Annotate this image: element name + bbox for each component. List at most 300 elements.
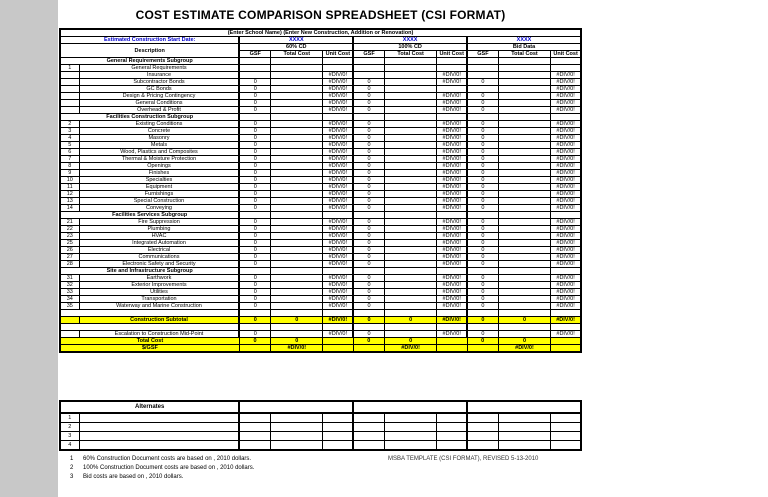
cell-gsf-60: 0: [239, 149, 270, 156]
cell-gsf-60: 0: [239, 184, 270, 191]
cell-gsf-60: 0: [239, 86, 270, 93]
cell-unit-cost-60: [323, 65, 353, 72]
alt-cell-unit-cost-60: [323, 423, 353, 432]
alt-cell-total-cost-bid: [498, 413, 550, 423]
footnote-1: [70, 455, 254, 464]
cell-gsf-bid: 0: [467, 254, 498, 261]
alt-cell-total-cost-100: [384, 423, 436, 432]
alt-cell-unit-cost-bid: [551, 432, 581, 441]
cell-unit-cost-bid: [551, 345, 581, 353]
description-cell: Insurance: [79, 72, 239, 79]
cell-unit-cost-60: #DIV/0!: [323, 121, 353, 128]
alt-cell-gsf-60: [239, 423, 270, 432]
cell-gsf-bid: [467, 268, 498, 275]
cell-gsf-60: 0: [239, 226, 270, 233]
cell-total-cost-bid: [498, 114, 550, 121]
cell-total-cost-100: [384, 296, 436, 303]
cell-gsf-100: 0: [353, 198, 384, 205]
description-cell: Finishes: [79, 170, 239, 177]
cell-total-cost-bid: [498, 177, 550, 184]
cell-total-cost-60: [271, 240, 323, 247]
description-cell: Waterway and Marine Construction: [79, 303, 239, 310]
row-waterway-and-marine-construction: [60, 303, 581, 310]
cell-unit-cost-60: #DIV/0!: [323, 205, 353, 212]
cell-unit-cost-60: [323, 345, 353, 353]
template-revision-note: MSBA TEMPLATE (CSI FORMAT), REVISED 5-13-2010: [388, 456, 539, 462]
cell-unit-cost-bid: [551, 114, 581, 121]
cell-total-cost-60: [271, 282, 323, 289]
cell-gsf-100: 0: [353, 261, 384, 268]
cell-total-cost-bid: [498, 107, 550, 114]
cell-unit-cost-bid: #DIV/0!: [551, 128, 581, 135]
section-bid: Bid Data: [467, 44, 581, 51]
cell-gsf-60: [239, 114, 270, 121]
description-cell: Wood, Plastics and Composites: [79, 149, 239, 156]
footnote-2: [70, 464, 254, 473]
cell-unit-cost-bid: #DIV/0!: [551, 240, 581, 247]
row-electronic-safety-and-security: [60, 261, 581, 268]
spacer-cell: [384, 310, 436, 317]
description-cell: General Conditions: [79, 100, 239, 107]
alt-cell-total-cost-60: [271, 413, 323, 423]
cell-unit-cost-60: #DIV/0!: [323, 254, 353, 261]
row-number-cell: 5: [60, 142, 79, 149]
cell-total-cost-60: [271, 86, 323, 93]
cell-gsf-100: 0: [353, 317, 384, 324]
cell-total-cost-100: [384, 135, 436, 142]
spacer-cell: [239, 310, 270, 317]
cell-unit-cost-100: #DIV/0!: [437, 121, 467, 128]
section-60cd: 60% CD: [239, 44, 353, 51]
cell-unit-cost-60: #DIV/0!: [323, 275, 353, 282]
cell-unit-cost-bid: #DIV/0!: [551, 317, 581, 324]
cell-gsf-100: 0: [353, 247, 384, 254]
row-fire-suppression: [60, 219, 581, 226]
alternate-row-2: [60, 423, 581, 432]
cell-gsf-100: 0: [353, 296, 384, 303]
row-number-cell: 27: [60, 254, 79, 261]
cell-gsf-100: 0: [353, 177, 384, 184]
cell-total-cost-100: [384, 163, 436, 170]
cell-total-cost-60: 0: [271, 338, 323, 345]
cell-unit-cost-bid: #DIV/0!: [551, 205, 581, 212]
cell-unit-cost-100: #DIV/0!: [437, 72, 467, 79]
cell-unit-cost-100: #DIV/0!: [437, 317, 467, 324]
cell-gsf-bid: [467, 114, 498, 121]
cell-gsf-bid: 0: [467, 240, 498, 247]
description-header: Description: [60, 44, 239, 58]
cell-gsf-60: [239, 345, 270, 353]
col-header-total-cost-bid: Total Cost: [498, 51, 550, 58]
spacer-cell: [353, 324, 384, 331]
cell-unit-cost-bid: [551, 212, 581, 219]
cell-gsf-100: [353, 345, 384, 353]
cell-total-cost-100: [384, 289, 436, 296]
cell-unit-cost-100: #DIV/0!: [437, 247, 467, 254]
cell-gsf-60: 0: [239, 317, 270, 324]
cell-total-cost-100: [384, 156, 436, 163]
subgroup-label: Facilities Construction Subgroup: [60, 114, 239, 121]
cell-gsf-bid: 0: [467, 338, 498, 345]
cell-gsf-60: 0: [239, 296, 270, 303]
cell-unit-cost-100: #DIV/0!: [437, 331, 467, 338]
spacer-cell: [239, 324, 270, 331]
cell-gsf-100: 0: [353, 289, 384, 296]
cell-total-cost-bid: [498, 170, 550, 177]
cell-total-cost-bid: [498, 156, 550, 163]
cell-total-cost-bid: [498, 275, 550, 282]
description-cell: Design & Pricing Contingency: [79, 93, 239, 100]
description-cell: Masonry: [79, 135, 239, 142]
cell-gsf-100: [353, 268, 384, 275]
cell-gsf-bid: 0: [467, 79, 498, 86]
cell-total-cost-bid: [498, 198, 550, 205]
cell-total-cost-bid: [498, 261, 550, 268]
cell-total-cost-100: [384, 58, 436, 65]
spacer-cell: [551, 310, 581, 317]
cell-unit-cost-100: [437, 212, 467, 219]
cell-unit-cost-bid: #DIV/0!: [551, 86, 581, 93]
cell-unit-cost-60: #DIV/0!: [323, 142, 353, 149]
description-cell: Concrete: [79, 128, 239, 135]
description-cell: Integrated Automation: [79, 240, 239, 247]
alt-cell-gsf-bid: [467, 432, 498, 441]
cell-unit-cost-bid: #DIV/0!: [551, 303, 581, 310]
row-design-pricing-contingency: [60, 93, 581, 100]
row-number-cell: 9: [60, 170, 79, 177]
row-number-cell: 26: [60, 247, 79, 254]
cell-total-cost-bid: [498, 163, 550, 170]
cell-total-cost-100: [384, 142, 436, 149]
cell-unit-cost-60: #DIV/0!: [323, 86, 353, 93]
footnote-3-text: Bid costs are based on , 2010 dollars.: [83, 474, 184, 480]
cell-gsf-bid: 0: [467, 100, 498, 107]
row-special-construction: [60, 198, 581, 205]
spacer-cell: [467, 310, 498, 317]
row-finishes: [60, 170, 581, 177]
cell-gsf-100: 0: [353, 100, 384, 107]
start-date-100cd: XXXX: [353, 37, 467, 44]
cell-unit-cost-100: #DIV/0!: [437, 156, 467, 163]
subgroup-label: General Requirements Subgroup: [60, 58, 239, 65]
cell-total-cost-60: [271, 191, 323, 198]
col-header-unit-cost-bid: Unit Cost: [551, 51, 581, 58]
cell-unit-cost-100: #DIV/0!: [437, 240, 467, 247]
row-number-cell: [60, 79, 79, 86]
cell-total-cost-bid: [498, 289, 550, 296]
cell-unit-cost-100: #DIV/0!: [437, 282, 467, 289]
cell-unit-cost-100: #DIV/0!: [437, 303, 467, 310]
cell-unit-cost-60: #DIV/0!: [323, 240, 353, 247]
start-date-label: Estimated Construction Start Date:: [60, 37, 239, 44]
row-furnishings: [60, 191, 581, 198]
description-cell: Specialties: [79, 177, 239, 184]
description-cell: Transportation: [79, 296, 239, 303]
cell-gsf-100: 0: [353, 184, 384, 191]
cell-gsf-bid: 0: [467, 289, 498, 296]
cell-gsf-100: 0: [353, 149, 384, 156]
cell-unit-cost-60: [323, 114, 353, 121]
cell-total-cost-bid: [498, 226, 550, 233]
cell-unit-cost-100: [437, 65, 467, 72]
footnote-1-text: 60% Construction Document costs are based on , 2010 dollars.: [83, 456, 252, 462]
cell-gsf-bid: 0: [467, 317, 498, 324]
row-equipment: [60, 184, 581, 191]
cell-gsf-bid: 0: [467, 184, 498, 191]
cell-total-cost-60: [271, 156, 323, 163]
cell-unit-cost-bid: [551, 65, 581, 72]
cell-total-cost-100: [384, 254, 436, 261]
cell-unit-cost-bid: #DIV/0!: [551, 72, 581, 79]
cell-gsf-bid: [467, 345, 498, 353]
description-cell: Existing Conditions: [79, 121, 239, 128]
cell-gsf-bid: 0: [467, 156, 498, 163]
row-communications: [60, 254, 581, 261]
description-cell: Furnishings: [79, 191, 239, 198]
cell-total-cost-bid: [498, 86, 550, 93]
cell-unit-cost-60: #DIV/0!: [323, 163, 353, 170]
cell-gsf-100: 0: [353, 254, 384, 261]
spacer-cell: [437, 310, 467, 317]
cell-gsf-60: 0: [239, 135, 270, 142]
row-number-cell: 35: [60, 303, 79, 310]
spacer-cell: [323, 324, 353, 331]
cell-unit-cost-bid: #DIV/0!: [551, 254, 581, 261]
alternates-section-bid: [467, 401, 581, 413]
spacer-cell: [323, 310, 353, 317]
cell-total-cost-100: #DIV/0!: [384, 345, 436, 353]
cell-unit-cost-60: #DIV/0!: [323, 282, 353, 289]
cell-gsf-bid: 0: [467, 296, 498, 303]
cell-unit-cost-bid: #DIV/0!: [551, 226, 581, 233]
cell-unit-cost-60: #DIV/0!: [323, 331, 353, 338]
cell-unit-cost-bid: #DIV/0!: [551, 107, 581, 114]
cell-gsf-bid: [467, 72, 498, 79]
alternate-number-cell: 1: [60, 413, 79, 423]
cell-total-cost-100: [384, 184, 436, 191]
cell-total-cost-60: [271, 289, 323, 296]
row-integrated-automation: [60, 240, 581, 247]
alt-cell-unit-cost-60: [323, 441, 353, 451]
cell-total-cost-bid: [498, 100, 550, 107]
cell-total-cost-100: [384, 268, 436, 275]
row-site-and-infrastructure-subgroup: [60, 268, 581, 275]
footnote-1-number: 1: [70, 456, 74, 462]
cell-total-cost-100: [384, 212, 436, 219]
alt-cell-total-cost-bid: [498, 432, 550, 441]
spacer-cell: [384, 324, 436, 331]
cell-unit-cost-60: #DIV/0!: [323, 317, 353, 324]
alt-cell-gsf-100: [353, 441, 384, 451]
cell-total-cost-100: [384, 121, 436, 128]
row-insurance: [60, 72, 581, 79]
cell-total-cost-60: [271, 233, 323, 240]
cell-total-cost-100: [384, 170, 436, 177]
cell-unit-cost-100: #DIV/0!: [437, 219, 467, 226]
alternate-description-cell: [79, 423, 239, 432]
description-cell: Earthwork: [79, 275, 239, 282]
alt-cell-total-cost-100: [384, 413, 436, 423]
alternate-row-3: [60, 432, 581, 441]
row-spacer: [60, 324, 581, 331]
cell-gsf-bid: [467, 58, 498, 65]
cell-unit-cost-bid: [551, 268, 581, 275]
cell-gsf-60: 0: [239, 219, 270, 226]
subgroup-label: Site and Infrastructure Subgroup: [60, 268, 239, 275]
start-date-60cd: XXXX: [239, 37, 353, 44]
cell-unit-cost-bid: #DIV/0!: [551, 198, 581, 205]
cell-gsf-bid: [467, 65, 498, 72]
alt-cell-unit-cost-100: [437, 413, 467, 423]
alt-cell-gsf-100: [353, 413, 384, 423]
cell-gsf-bid: 0: [467, 93, 498, 100]
cell-total-cost-100: [384, 198, 436, 205]
cell-unit-cost-100: #DIV/0!: [437, 163, 467, 170]
col-header-gsf-60: GSF: [239, 51, 270, 58]
cell-unit-cost-100: #DIV/0!: [437, 205, 467, 212]
cell-gsf-60: 0: [239, 233, 270, 240]
cell-unit-cost-bid: #DIV/0!: [551, 149, 581, 156]
cell-gsf-60: 0: [239, 254, 270, 261]
footnote-2-number: 2: [70, 465, 74, 471]
row-number-cell: 1: [60, 65, 79, 72]
cell-unit-cost-100: #DIV/0!: [437, 142, 467, 149]
cell-total-cost-60: [271, 198, 323, 205]
cell-gsf-bid: 0: [467, 135, 498, 142]
cell-total-cost-100: [384, 128, 436, 135]
row-number-cell: [60, 107, 79, 114]
cell-gsf-100: 0: [353, 156, 384, 163]
cell-total-cost-bid: [498, 296, 550, 303]
row-number-cell: [60, 86, 79, 93]
cell-gsf-60: [239, 268, 270, 275]
cell-unit-cost-bid: #DIV/0!: [551, 275, 581, 282]
cell-total-cost-bid: [498, 233, 550, 240]
cell-gsf-100: 0: [353, 205, 384, 212]
cell-gsf-100: 0: [353, 282, 384, 289]
cell-gsf-100: 0: [353, 107, 384, 114]
cell-total-cost-60: [271, 226, 323, 233]
col-header-gsf-bid: GSF: [467, 51, 498, 58]
alt-cell-total-cost-bid: [498, 423, 550, 432]
cell-total-cost-60: 0: [271, 317, 323, 324]
row-number-cell: 21: [60, 219, 79, 226]
cell-unit-cost-bid: #DIV/0!: [551, 191, 581, 198]
cell-gsf-100: [353, 212, 384, 219]
cell-unit-cost-100: #DIV/0!: [437, 289, 467, 296]
cell-gsf-60: 0: [239, 282, 270, 289]
cell-gsf-60: 0: [239, 128, 270, 135]
cell-unit-cost-100: #DIV/0!: [437, 184, 467, 191]
row-facilities-construction-subgroup: [60, 114, 581, 121]
cell-gsf-100: 0: [353, 240, 384, 247]
cell-total-cost-bid: [498, 282, 550, 289]
alternate-number-cell: 4: [60, 441, 79, 451]
section-header-row: [60, 44, 581, 51]
subgroup-label: Facilities Services Subgroup: [60, 212, 239, 219]
description-cell: Special Construction: [79, 198, 239, 205]
cell-gsf-bid: 0: [467, 261, 498, 268]
cell-total-cost-60: [271, 107, 323, 114]
cell-unit-cost-60: #DIV/0!: [323, 170, 353, 177]
cell-total-cost-bid: [498, 303, 550, 310]
cell-unit-cost-100: #DIV/0!: [437, 233, 467, 240]
cell-total-cost-bid: [498, 128, 550, 135]
cell-total-cost-bid: [498, 149, 550, 156]
row-masonry: [60, 135, 581, 142]
cell-total-cost-bid: [498, 219, 550, 226]
cell-total-cost-60: [271, 212, 323, 219]
description-cell: Communications: [79, 254, 239, 261]
cell-unit-cost-100: [437, 58, 467, 65]
cell-gsf-100: [353, 58, 384, 65]
row-number-cell: [60, 100, 79, 107]
row-number-cell: 14: [60, 205, 79, 212]
cell-total-cost-60: [271, 296, 323, 303]
cell-unit-cost-60: #DIV/0!: [323, 100, 353, 107]
cell-total-cost-100: [384, 191, 436, 198]
row-plumbing: [60, 226, 581, 233]
spacer-cell: [271, 324, 323, 331]
cell-unit-cost-bid: #DIV/0!: [551, 100, 581, 107]
col-header-unit-cost-100: Unit Cost: [437, 51, 467, 58]
cell-total-cost-100: [384, 107, 436, 114]
spacer-cell: [467, 324, 498, 331]
cell-total-cost-60: [271, 79, 323, 86]
page-title: COST ESTIMATE COMPARISON SPREADSHEET (CSI FORMAT): [135, 8, 506, 22]
cell-unit-cost-100: [437, 345, 467, 353]
cell-unit-cost-100: #DIV/0!: [437, 275, 467, 282]
cell-unit-cost-bid: #DIV/0!: [551, 331, 581, 338]
cell-total-cost-100: 0: [384, 317, 436, 324]
description-cell: General Requirements: [79, 65, 239, 72]
cell-unit-cost-100: [437, 338, 467, 345]
cell-gsf-60: 0: [239, 205, 270, 212]
description-cell: Conveying: [79, 205, 239, 212]
cell-total-cost-100: [384, 79, 436, 86]
row-number-cell: [60, 93, 79, 100]
cell-total-cost-60: [271, 331, 323, 338]
row-facilities-services-subgroup: [60, 212, 581, 219]
cell-total-cost-100: [384, 233, 436, 240]
cell-gsf-60: 0: [239, 163, 270, 170]
cell-gsf-60: 0: [239, 247, 270, 254]
alt-cell-unit-cost-bid: [551, 413, 581, 423]
cell-total-cost-60: [271, 65, 323, 72]
alternate-description-cell: [79, 432, 239, 441]
cell-gsf-100: 0: [353, 121, 384, 128]
cell-total-cost-60: [271, 205, 323, 212]
school-name-banner-row: [60, 29, 581, 37]
cell-total-cost-100: [384, 205, 436, 212]
cell-gsf-60: 0: [239, 240, 270, 247]
cell-total-cost-60: [271, 268, 323, 275]
alt-cell-gsf-60: [239, 413, 270, 423]
cell-gsf-60: [239, 72, 270, 79]
cell-gsf-bid: 0: [467, 282, 498, 289]
cell-gsf-100: 0: [353, 142, 384, 149]
cell-gsf-bid: 0: [467, 191, 498, 198]
cell-gsf-bid: 0: [467, 226, 498, 233]
cell-unit-cost-60: #DIV/0!: [323, 93, 353, 100]
cost-table-body: [60, 58, 581, 353]
alt-cell-total-cost-60: [271, 441, 323, 451]
row-subcontractor-bonds: [60, 79, 581, 86]
row-number-cell: [60, 72, 79, 79]
cell-total-cost-100: [384, 219, 436, 226]
cell-total-cost-60: [271, 303, 323, 310]
row-construction-subtotal: [60, 317, 581, 324]
